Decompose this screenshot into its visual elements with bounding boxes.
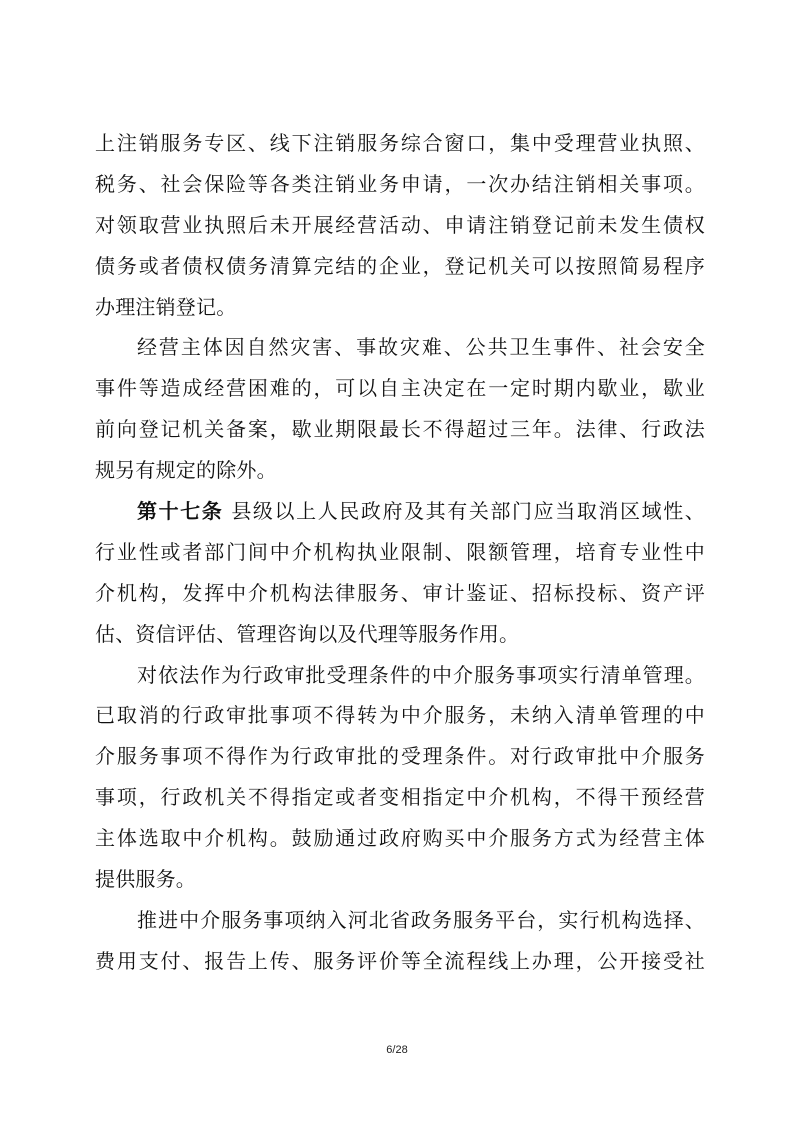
text-line: 税务、社会保险等各类注销业务申请，一次办结注销相关事项。 xyxy=(95,171,705,196)
text-line: 估、资信评估、管理咨询以及代理等服务作用。 xyxy=(95,621,520,646)
article-first-line xyxy=(95,491,705,532)
text-line: 事项，行政机关不得指定或者变相指定中介机构，不得干预经营 xyxy=(95,785,705,810)
text-line: 提供服务。 xyxy=(95,867,196,892)
article-heading: 第十七条 xyxy=(137,499,224,524)
text-line: 已取消的行政审批事项不得转为中介服务，未纳入清单管理的中 xyxy=(95,703,705,728)
text-line: 费用支付、报告上传、服务评价等全流程线上办理，公开接受社 xyxy=(95,948,705,973)
text-line: 事件等造成经营困难的，可以自主决定在一定时期内歇业，歇业 xyxy=(95,376,705,401)
article-text: 县级以上人民政府及其有关部门应当取消区域性、 xyxy=(231,499,705,524)
text-line: 债务或者债权债务清算完结的企业，登记机关可以按照简易程序 xyxy=(95,253,705,278)
text-line: 对依法作为行政审批受理条件的中介服务事项实行清单管理。 xyxy=(137,662,705,687)
text-line: 介服务事项不得作为行政审批的受理条件。对行政审批中介服务 xyxy=(95,744,705,769)
text-line: 前向登记机关备案，歇业期限最长不得超过三年。法律、行政法 xyxy=(95,417,705,442)
text-line: 规另有规定的除外。 xyxy=(95,458,277,483)
text-line: 行业性或者部门间中介机构执业限制、限额管理，培育专业性中 xyxy=(95,539,705,564)
page-number: 6/28 xyxy=(386,1044,408,1056)
text-line: 主体选取中介机构。鼓励通过政府购买中介服务方式为经营主体 xyxy=(95,826,705,851)
text-line: 经营主体因自然灾害、事故灾难、公共卫生事件、社会安全 xyxy=(137,335,705,360)
text-line: 介机构，发挥中介机构法律服务、审计鉴证、招标投标、资产评 xyxy=(95,580,705,605)
text-line: 对领取营业执照后未开展经营活动、申请注销登记前未发生债权 xyxy=(95,212,705,237)
document-body xyxy=(95,123,705,982)
text-line: 办理注销登记。 xyxy=(95,294,237,319)
text-line: 推进中介服务事项纳入河北省政务服务平台，实行机构选择、 xyxy=(137,907,705,932)
text-line: 上注销服务专区、线下注销服务综合窗口，集中受理营业执照、 xyxy=(95,131,705,155)
